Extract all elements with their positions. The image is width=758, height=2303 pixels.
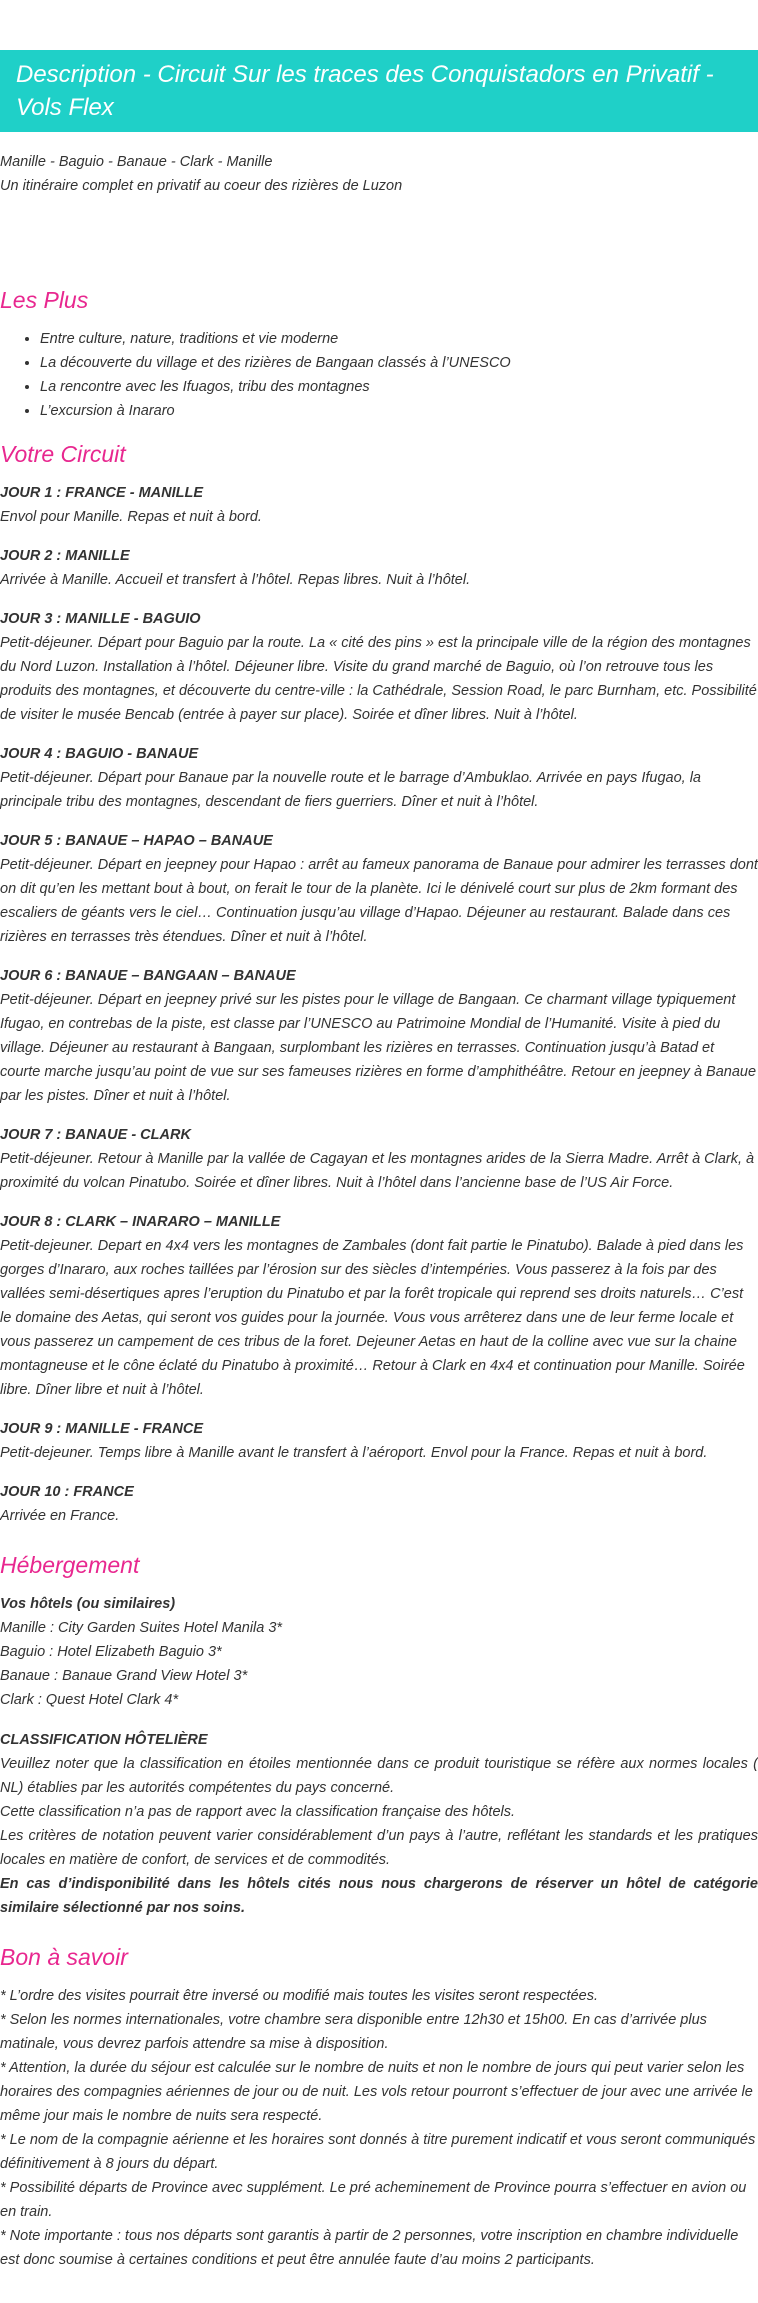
day-item xyxy=(0,1480,758,1528)
circuit-section xyxy=(0,439,758,1528)
note-item: * L’ordre des visites pourrait être inversé ou modifié mais toutes les visites seront respectées. xyxy=(0,1988,598,2004)
day-title: JOUR 9 : MANILLE - FRANCE xyxy=(0,1421,203,1437)
day-text: Envol pour Manille. Repas et nuit à bord. xyxy=(0,509,262,525)
intro xyxy=(0,150,758,198)
hotel-item: Manille : City Garden Suites Hotel Manila 3* xyxy=(0,1620,283,1636)
day-item xyxy=(0,829,758,949)
day-item xyxy=(0,1417,758,1465)
hebergement-section xyxy=(0,1550,758,1920)
day-text: Petit-déjeuner. Retour à Manille par la vallée de Cagayan et les montagnes arides de la Sierra Madre. Arrêt à Clark, à proximité du volcan Pinatubo. Soirée et dîner libres. Nuit à l’hôtel dans l’ancienne base de l’US Air Force. xyxy=(0,1151,755,1191)
hebergement-heading: Hébergement xyxy=(0,1552,140,1578)
day-item xyxy=(0,607,758,727)
day-item xyxy=(0,544,758,592)
note-item: * Possibilité départs de Province avec supplément. Le pré acheminement de Province pourra s’effectuer en avion ou en train. xyxy=(0,2180,747,2220)
note-item: * Attention, la durée du séjour est calculée sur le nombre de nuits et non le nombre de jours qui peut varier selon les horaires des compagnies aériennes de jour ou de nuit. Les vols retour pourront s’effectuer de jour avec une arrivée le même jour mais le nombre de nuits sera respecté. xyxy=(0,2060,753,2124)
day-title: JOUR 8 : CLARK – INARARO – MANILLE xyxy=(0,1214,281,1230)
hotel-item: Clark : Quest Hotel Clark 4* xyxy=(0,1692,179,1708)
classification-text: Cette classification n’a pas de rapport avec la classification française des hôtels. xyxy=(0,1804,516,1820)
circuit-heading: Votre Circuit xyxy=(0,441,126,467)
note-item: * Note importante : tous nos départs sont garantis à partir de 2 personnes, votre inscription en chambre individuelle est donc soumise à certaines conditions et peut être annulée faute d’au moins 2 participants. xyxy=(0,2228,739,2268)
day-item xyxy=(0,481,758,529)
day-title: JOUR 10 : FRANCE xyxy=(0,1484,134,1500)
bon-a-savoir-heading: Bon à savoir xyxy=(0,1944,128,1970)
day-text: Petit-dejeuner. Temps libre à Manille avant le transfert à l’aéroport. Envol pour la France. Repas et nuit à bord. xyxy=(0,1445,708,1461)
day-text: Arrivée à Manille. Accueil et transfert à l’hôtel. Repas libres. Nuit à l’hôtel. xyxy=(0,572,471,588)
day-text: Petit-déjeuner. Départ en jeepney pour Hapao : arrêt au fameux panorama de Banaue pour admirer les terrasses dont on dit qu’en les mettant bout à bout, on ferait le tour de la planète. Ici le dénivelé court sur plus de 2km formant des escaliers de géants vers le ciel… Continuation jusqu’au village d’Hapao. Déjeuner au restaurant. Balade dans ces rizières en terrasses très étendues. Dîner et nuit à l’hôtel. xyxy=(0,857,758,945)
day-text: Petit-dejeuner. Depart en 4x4 vers les montagnes de Zambales (dont fait partie le Pinatubo). Balade à pied dans les gorges d’Inararo, aux roches taillées par l’érosion sur des siècles d’intempéries. Vous passerez à la fois par des vallées semi-désertiques apres l’eruption du Pinatubo et par la forêt tropicale qui reprend ses droits naturels… C’est le domaine des Aetas, qui seront vos guides pour la journée. Vous vous arrêterez dans une de leur ferme locale et vous passerez un campement de ces tribus de la foret. Dejeuner Aetas en haut de la colline avec vue sur la chaine montagneuse et le cône éclaté du Pinatubo à proximité… Retour à Clark en 4x4 et continuation pour Manille. Soirée libre. Dîner libre et nuit à l’hôtel. xyxy=(0,1238,745,1398)
hotel-item: Baguio : Hotel Elizabeth Baguio 3* xyxy=(0,1644,222,1660)
classification-title: CLASSIFICATION HÔTELIÈRE xyxy=(0,1732,208,1748)
day-item xyxy=(0,964,758,1108)
note-item: * Le nom de la compagnie aérienne et les horaires sont donnés à titre purement indicatif et vous seront communiqués définitivement à 8 jours du départ. xyxy=(0,2132,756,2172)
classification-disclaimer: En cas d’indisponibilité dans les hôtels cités nous nous chargerons de réserver un hôtel de catégorie similaire sélectionné par nos soins. xyxy=(0,1876,758,1916)
day-title: JOUR 5 : BANAUE – HAPAO – BANAUE xyxy=(0,833,273,849)
plus-item: • La rencontre avec les Ifuagos, tribu des montagnes xyxy=(40,375,758,399)
classification-text: Veuillez noter que la classification en étoiles mentionnée dans ce produit touristique se réfère aux normes locales ( NL) établies par les autorités compétentes du pays concerné. xyxy=(0,1756,758,1796)
intro-subtitle: Un itinéraire complet en privatif au coeur des rizières de Luzon xyxy=(0,178,403,194)
plus-section xyxy=(0,285,758,423)
day-title: JOUR 4 : BAGUIO - BANAUE xyxy=(0,746,199,762)
day-title: JOUR 6 : BANAUE – BANGAAN – BANAUE xyxy=(0,968,296,984)
day-title: JOUR 7 : BANAUE - CLARK xyxy=(0,1127,191,1143)
day-text: Petit-déjeuner. Départ en jeepney privé sur les pistes pour le village de Bangaan. Ce charmant village typiquement Ifugao, en contrebas de la piste, est classe par l’UNESCO au Patrimoine Mondial de l’Humanité. Visite à pied du village. Déjeuner au restaurant à Bangaan, surplombant les rizières en terrasses. Continuation jusqu’à Batad et courte marche jusqu’au point de vue sur ses fameuses rizières en forme d’amphithéâtre. Retour en jeepney à Banaue par les pistes. Dîner et nuit à l’hôtel. xyxy=(0,992,757,1104)
classification-text: Les critères de notation peuvent varier considérablement d’un pays à l’autre, reflétant les standards et les pratiques locales en matière de confort, de services et de commodités. xyxy=(0,1828,758,1868)
day-item xyxy=(0,1210,758,1402)
hotels-title: Vos hôtels (ou similaires) xyxy=(0,1596,176,1612)
day-title: JOUR 1 : FRANCE - MANILLE xyxy=(0,485,203,501)
plus-list xyxy=(0,327,758,423)
page-title: Description - Circuit Sur les traces des Conquistadors en Privatif - Vols Flex xyxy=(0,50,758,132)
bon-a-savoir-section xyxy=(0,1942,758,2272)
route-text: Manille - Baguio - Banaue - Clark - Manille xyxy=(0,154,273,170)
day-item xyxy=(0,742,758,814)
note-item: * Selon les normes internationales, votre chambre sera disponible entre 12h30 et 15h00. En cas d’arrivée plus matinale, vous devrez parfois attendre sa mise à disposition. xyxy=(0,2012,707,2052)
plus-item: • L’excursion à Inararo xyxy=(40,399,758,423)
plus-item: • Entre culture, nature, traditions et vie moderne xyxy=(40,327,758,351)
plus-heading: Les Plus xyxy=(0,287,89,313)
plus-item: • La découverte du village et des rizières de Bangaan classés à l’UNESCO xyxy=(40,351,758,375)
day-title: JOUR 3 : MANILLE - BAGUIO xyxy=(0,611,201,627)
day-item xyxy=(0,1123,758,1195)
day-title: JOUR 2 : MANILLE xyxy=(0,548,130,564)
day-text: Arrivée en France. xyxy=(0,1508,120,1524)
day-text: Petit-déjeuner. Départ pour Banaue par la nouvelle route et le barrage d’Ambuklao. Arrivée en pays Ifugao, la principale tribu des montagnes, descendant de fiers guerriers. Dîner et nuit à l’hôtel. xyxy=(0,770,701,810)
day-text: Petit-déjeuner. Départ pour Baguio par la route. La « cité des pins » est la principale ville de la région des montagnes du Nord Luzon. Installation à l’hôtel. Déjeuner libre. Visite du grand marché de Baguio, où l’on retrouve tous les produits des montagnes, et découverte du centre-ville : la Cathédrale, Session Road, le parc Burnham, etc. Possibilité de visiter le musée Bencab (entrée à payer sur place). Soirée et dîner libres. Nuit à l’hôtel. xyxy=(0,635,757,723)
hotel-item: Banaue : Banaue Grand View Hotel 3* xyxy=(0,1668,248,1684)
